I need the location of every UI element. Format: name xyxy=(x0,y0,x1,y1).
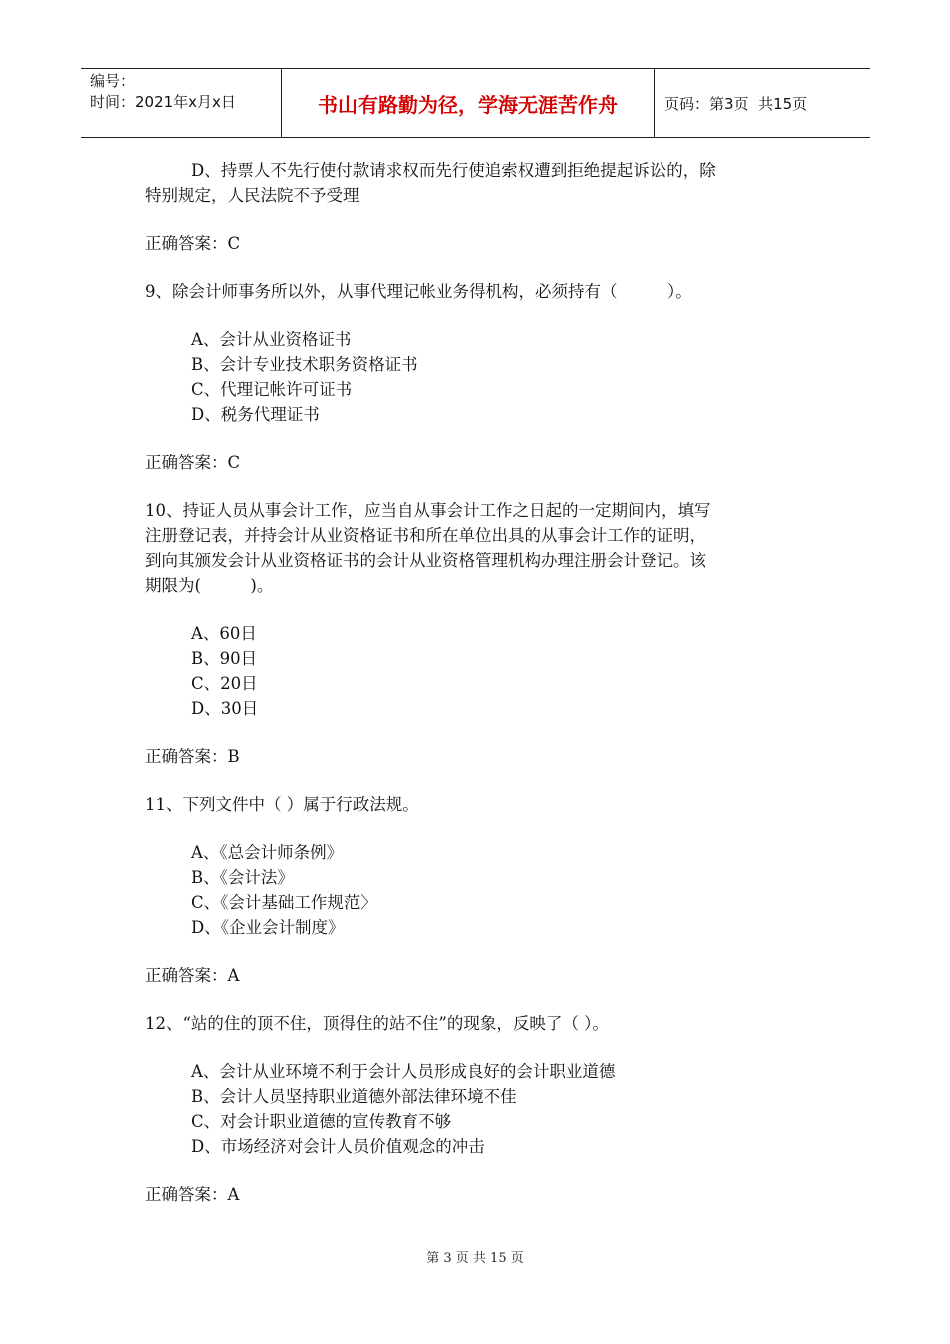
q11-option-a: A、《总会计师条例》 xyxy=(191,843,344,862)
q10-option-b: B、90日 xyxy=(191,649,258,668)
q9-option-b: B、会计专业技术职务资格证书 xyxy=(191,355,418,374)
document-body xyxy=(145,158,805,1207)
q12-option-d: D、市场经济对会计人员价值观念的冲击 xyxy=(191,1137,485,1156)
q9-answer: 正确答案：C xyxy=(145,453,241,472)
q12-option-c: C、对会计职业道德的宣传教育不够 xyxy=(191,1112,452,1131)
question-10-stem-line2: 注册登记表，并持会计从业资格证书和所在单位出具的从事会计工作的证明， xyxy=(145,526,706,545)
header-page-info xyxy=(655,69,870,137)
q11-option-d: D、《企业会计制度》 xyxy=(191,918,345,937)
option-d-prev-cont: 特别规定，人民法院不予受理 xyxy=(145,186,360,205)
time-label: 时间：2021年x月x日 xyxy=(90,93,236,111)
q12-answer: 正确答案：A xyxy=(145,1185,240,1204)
question-10-stem-line1: 10、持证人员从事会计工作，应当自从事会计工作之日起的一定期间内，填写 xyxy=(145,501,711,520)
question-9-stem: 9、除会计师事务所以外，从事代理记帐业务得机构，必须持有（ ）。 xyxy=(145,282,692,301)
q11-answer: 正确答案：A xyxy=(145,966,240,985)
q9-option-d: D、税务代理证书 xyxy=(191,405,320,424)
question-12-stem: 12、“站的住的顶不住，顶得住的站不住”的现象，反映了（ ）。 xyxy=(145,1014,609,1033)
q12-option-a: A、会计从业环境不利于会计人员形成良好的会计职业道德 xyxy=(191,1062,616,1081)
header-motto: 书山有路勤为径，学海无涯苦作舟 xyxy=(282,69,655,137)
option-d-prev: D、持票人不先行使付款请求权而先行使追索权遭到拒绝提起诉讼的，除 xyxy=(191,161,716,180)
number-label: 编号： xyxy=(90,72,136,90)
q10-answer: 正确答案：B xyxy=(145,747,240,766)
q11-option-b: B、《会计法》 xyxy=(191,868,294,887)
header-meta xyxy=(81,69,282,137)
q10-option-d: D、30日 xyxy=(191,699,259,718)
question-10-stem-line3: 到向其颁发会计从业资格证书的会计从业资格管理机构办理注册会计登记。该 xyxy=(145,551,706,570)
q10-option-c: C、20日 xyxy=(191,674,258,693)
question-10-stem-line4: 期限为( )。 xyxy=(145,576,274,595)
page-footer: 第 3 页 共 15 页 xyxy=(426,1251,524,1266)
q10-option-a: A、60日 xyxy=(191,624,257,643)
q11-option-c: C、《会计基础工作规范〉 xyxy=(191,893,377,912)
q9-option-c: C、代理记帐许可证书 xyxy=(191,380,353,399)
q12-option-b: B、会计人员坚持职业道德外部法律环境不佳 xyxy=(191,1087,517,1106)
page-info-text: 页码：第3页 共15页 xyxy=(664,94,808,113)
page-header xyxy=(81,68,870,138)
answer-prev: 正确答案：C xyxy=(145,234,241,253)
q9-option-a: A、会计从业资格证书 xyxy=(191,330,352,349)
question-11-stem: 11、下列文件中（ ）属于行政法规。 xyxy=(145,795,419,814)
